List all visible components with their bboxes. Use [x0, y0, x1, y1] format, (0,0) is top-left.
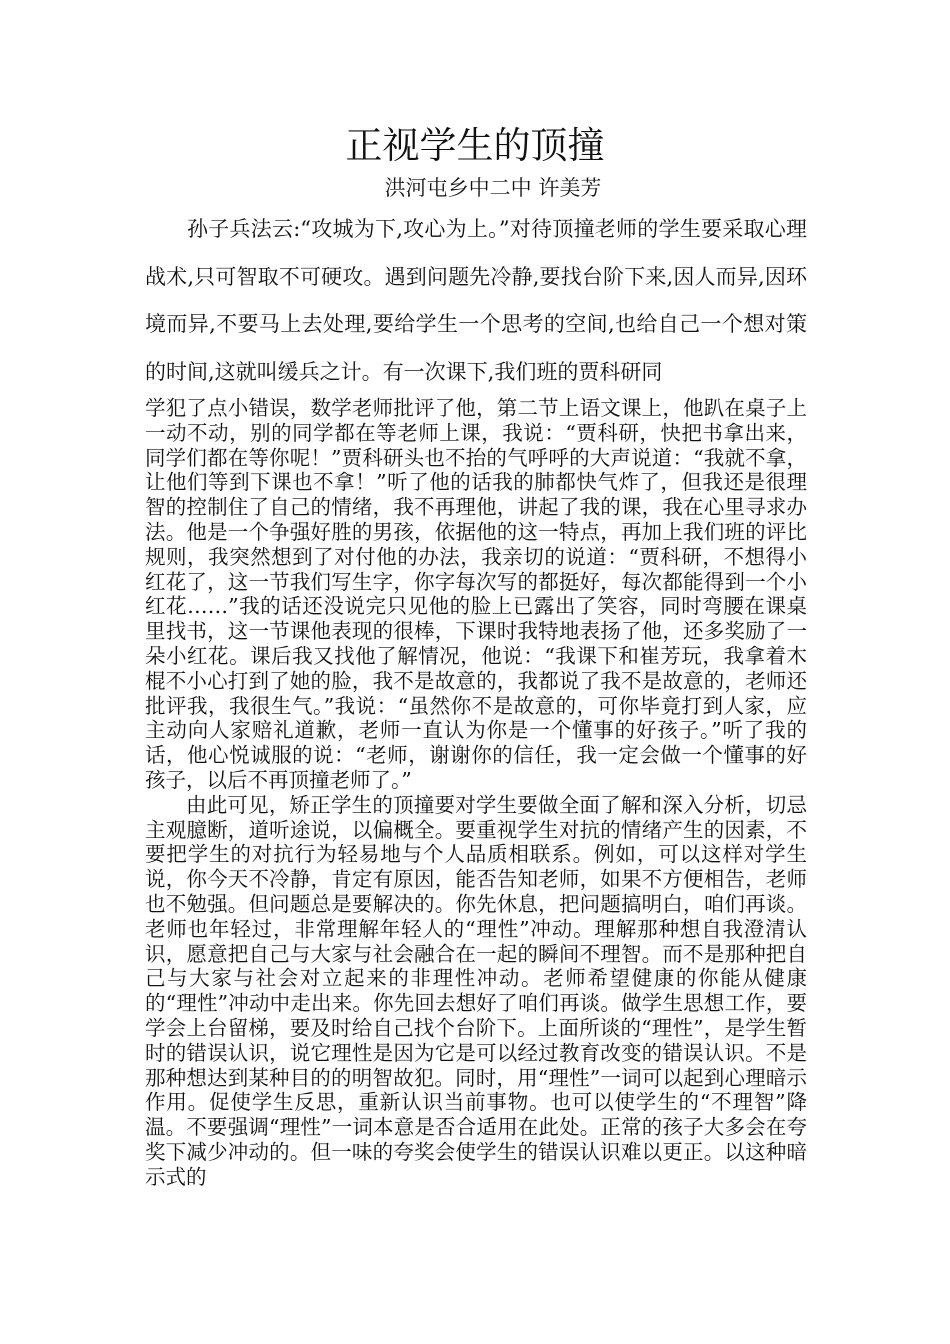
paragraph-intro: 孙子兵法云:“攻城为下,攻心为上。”对待顶撞老师的学生要采取心理战术,只可智取不可硬攻。遇到问题先冷静,要找台阶下来,因人而异,因环境而异,不要马上去处理,要给学生一个思考的空间,也给自己一个想对策的时间,这就叫缓兵之计。有一次课下,我们班的贾科研同	[145, 217, 807, 384]
document-body	[145, 206, 807, 1190]
document-title: 正视学生的顶撞	[345, 124, 605, 167]
author-line: 洪河屯乡中二中 许美芳	[384, 176, 602, 200]
paragraph-analysis: 由此可见，矫正学生的顶撞要对学生要做全面了解和深入分析，切忌主观臆断，道听途说，以偏概全。要重视学生对抗的情绪产生的因素，不要把学生的对抗行为轻易地与个人品质相联系。例如，可以这样对学生说，你今天不冷静，肯定有原因，能否告知老师，如果不方便相告，老师也不勉强。但问题总是要解决的。你先休息，把问题搞明白，咱们再谈。老师也年轻过，非常理解年轻人的“理性”冲动。理解那种想自我澄清认识，愿意把自己与大家与社会融合在一起的瞬间不理智。而不是那种把自己与大家与社会对立起来的非理性冲动。老师希望健康的你能从健康的“理性”冲动中走出来。你先回去想好了咱们再谈。做学生思想工作，要学会上台留梯，要及时给自己找个台阶下。上面所谈的“理性”，是学生暂时的错误认识，说它理性是因为它是可以经过教育改变的错误认识。不是那种想达到某种目的的明智故犯。同时，用“理性”一词可以起到心理暗示作用。促使学生反思，重新认识当前事物。也可以使学生的“不理智”降温。不要强调“理性”一词本意是否合适用在此处。正常的孩子大多会在夸奖下减少冲动的。但一味的夸奖会使学生的错误认识难以更正。以这种暗示式的	[145, 792, 807, 1189]
paragraph-story: 学犯了点小错误，数学老师批评了他，第二节上语文课上，他趴在桌子上一动不动，别的同学都在等老师上课，我说：“贾科研，快把书拿出来，同学们都在等你呢！”贾科研头也不抬的气呼呼的大声说道：“我就不拿，让他们等到下课也不拿！”听了他的话我的肺都快气炸了，但我还是很理智的控制住了自己的情绪，我不再理他，讲起了我的课，我在心里寻求办法。他是一个争强好胜的男孩，依据他的这一特点，再加上我们班的评比规则，我突然想到了对付他的办法，我亲切的说道：“贾科研，不想得小红花了，这一节我们写生字，你字每次写的都挺好，每次都能得到一个小红花……”我的话还没说完只见他的脸上已露出了笑容，同时弯腰在课桌里找书，这一节课他表现的很棒，下课时我特地表扬了他，还多奖励了一朵小红花。课后我又找他了解情况，他说：“我课下和崔芳玩，我拿着木棍不小心打到了她的脸，我不是故意的，我都说了我不是故意的，老师还批评我，我很生气。”我说：“虽然你不是故意的，可你毕竟打到人家，应主动向人家赔礼道歉，老师一直认为你是一个懂事的好孩子。”听了我的话，他心悦诚服的说：“老师，谢谢你的信任，我一定会做一个懂事的好孩子，以后不再顶撞老师了。”	[145, 396, 807, 792]
